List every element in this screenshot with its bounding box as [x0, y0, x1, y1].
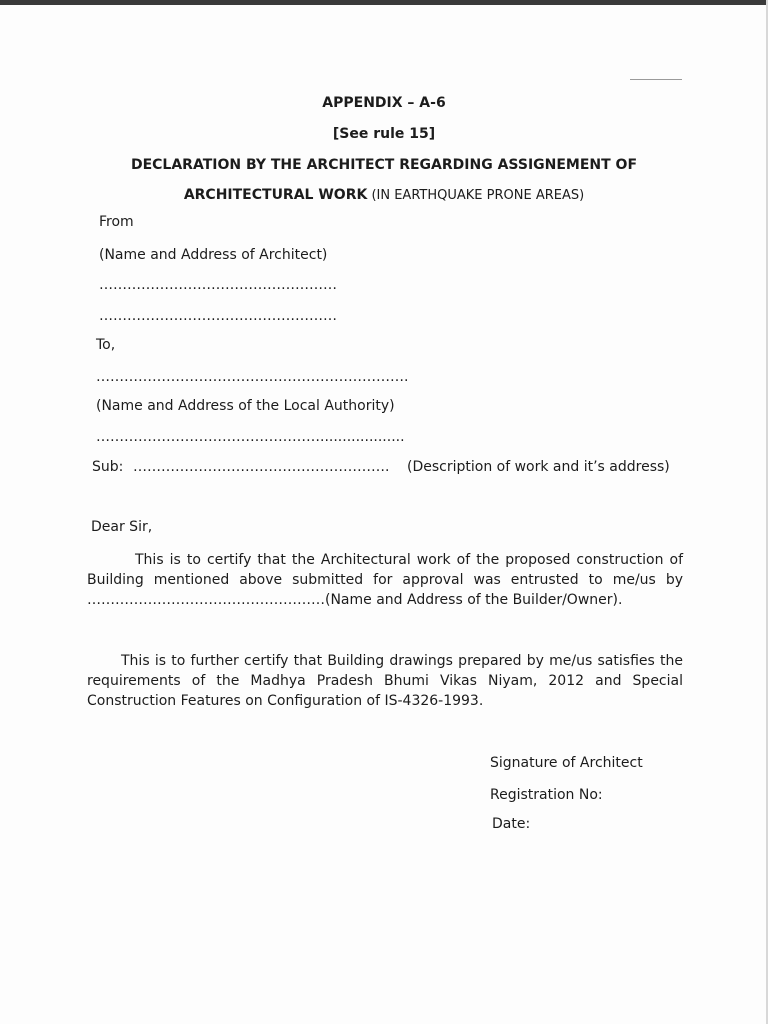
builder-owner-label: (Name and Address of the Builder/Owner).: [325, 592, 623, 608]
authority-name-label: (Name and Address of the Local Authority): [96, 398, 395, 414]
authority-blank-line-1: ………………………………………………………….: [96, 369, 409, 385]
subject-description: (Description of work and it’s address): [407, 459, 670, 475]
para2-line3: Construction Features on Configuration of IS-4326-1993.: [87, 693, 484, 709]
salutation: Dear Sir,: [91, 519, 153, 535]
subject-label: Sub:: [92, 459, 124, 475]
title-architectural-work: ARCHITECTURAL WORK: [183, 187, 368, 203]
para2-line2: requirements of the Madhya Pradesh Bhumi Vikas Niyam, 2012 and Special: [87, 673, 683, 689]
date-label: Date:: [492, 816, 531, 832]
para1-line1: This is to certify that the Architectural work of the proposed construction of: [135, 552, 683, 568]
registration-number-label: Registration No:: [490, 787, 603, 803]
para2-line1: This is to further certify that Building drawings prepared by me/us satisfies the: [121, 653, 683, 669]
appendix-heading: APPENDIX – A-6: [322, 95, 446, 111]
architect-blank-line-2: ……………………………………………: [99, 308, 337, 324]
certification-paragraph-2: [87, 651, 683, 711]
authority-blank-line-2: …………………………………………...................: [96, 429, 405, 445]
architect-name-label: (Name and Address of Architect): [99, 247, 328, 263]
architect-blank-line-1: ……………………………………………: [99, 277, 337, 293]
builder-owner-blank: ……………………………………………: [87, 592, 325, 608]
to-label: To,: [96, 337, 116, 353]
document-title-line1: DECLARATION BY THE ARCHITECT REGARDING ASSIGNEMENT OF: [130, 157, 638, 173]
title-earthquake-areas: (IN EARTHQUAKE PRONE AREAS): [367, 188, 585, 203]
from-label: From: [99, 214, 134, 230]
scan-mark: [630, 79, 682, 80]
para1-line3: [87, 590, 683, 610]
signature-of-architect-label: Signature of Architect: [490, 755, 643, 771]
subject-blank-line: ……………………………………………….: [133, 459, 390, 475]
document-title-line2: [0, 186, 768, 205]
rule-reference: [See rule 15]: [332, 126, 436, 142]
certification-paragraph-1: [87, 550, 683, 610]
para1-line2: Building mentioned above submitted for approval was entrusted to me/us by: [87, 572, 683, 588]
scan-edge-top: [0, 0, 768, 5]
